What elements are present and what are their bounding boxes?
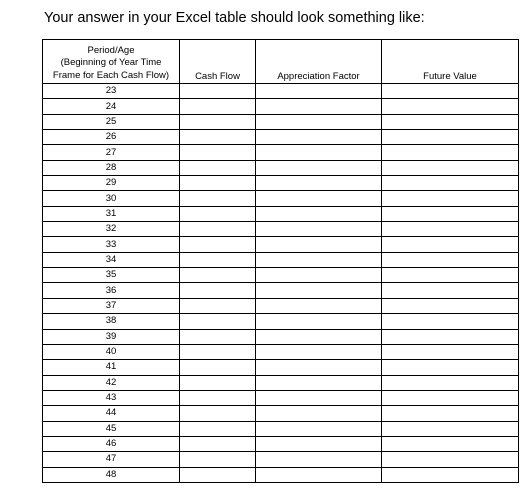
cell-cash-flow[interactable]: [180, 390, 256, 405]
cell-cash-flow[interactable]: [180, 114, 256, 129]
cell-appreciation-factor[interactable]: [256, 421, 382, 436]
header-period-line1: Period/Age: [87, 44, 135, 56]
cell-cash-flow[interactable]: [180, 360, 256, 375]
header-period-line2: (Beginning of Year Time: [60, 57, 162, 68]
cell-appreciation-factor[interactable]: [256, 114, 382, 129]
cell-future-value[interactable]: [382, 375, 519, 390]
header-appreciation-factor: Appreciation Factor: [256, 40, 382, 84]
cell-appreciation-factor[interactable]: [256, 84, 382, 99]
cell-period-age[interactable]: 26: [43, 130, 180, 145]
cell-appreciation-factor[interactable]: [256, 99, 382, 114]
cell-period-age[interactable]: 33: [43, 237, 180, 252]
cell-future-value[interactable]: [382, 344, 519, 359]
cell-appreciation-factor[interactable]: [256, 344, 382, 359]
cell-cash-flow[interactable]: [180, 298, 256, 313]
table-row: [43, 436, 519, 451]
cell-future-value[interactable]: [382, 84, 519, 99]
cell-appreciation-factor[interactable]: [256, 283, 382, 298]
cell-cash-flow[interactable]: [180, 344, 256, 359]
cell-future-value[interactable]: [382, 436, 519, 451]
excel-table: [42, 39, 519, 483]
cell-period-age[interactable]: 41: [43, 360, 180, 375]
header-cash-flow: Cash Flow: [180, 40, 256, 84]
cell-appreciation-factor[interactable]: [256, 191, 382, 206]
table-row: [43, 452, 519, 467]
cell-future-value[interactable]: [382, 130, 519, 145]
cell-period-age[interactable]: 38: [43, 314, 180, 329]
cell-appreciation-factor[interactable]: [256, 467, 382, 482]
table-row: [43, 268, 519, 283]
cell-cash-flow[interactable]: [180, 145, 256, 160]
cell-cash-flow[interactable]: [180, 314, 256, 329]
cell-appreciation-factor[interactable]: [256, 452, 382, 467]
table-row: [43, 130, 519, 145]
table-row: [43, 467, 519, 482]
cell-cash-flow[interactable]: [180, 406, 256, 421]
cell-period-age[interactable]: 24: [43, 99, 180, 114]
table-row: [43, 283, 519, 298]
table-row: [43, 406, 519, 421]
cell-appreciation-factor[interactable]: [256, 268, 382, 283]
cell-cash-flow[interactable]: [180, 452, 256, 467]
cell-appreciation-factor[interactable]: [256, 176, 382, 191]
cell-period-age[interactable]: 29: [43, 176, 180, 191]
cell-period-age[interactable]: 45: [43, 421, 180, 436]
cell-future-value[interactable]: [382, 360, 519, 375]
cell-future-value[interactable]: [382, 145, 519, 160]
table-row: [43, 206, 519, 221]
cell-period-age[interactable]: 43: [43, 390, 180, 405]
cell-cash-flow[interactable]: [180, 130, 256, 145]
cell-period-age[interactable]: 48: [43, 467, 180, 482]
cell-appreciation-factor[interactable]: [256, 130, 382, 145]
table-row: [43, 252, 519, 267]
table-row: [43, 176, 519, 191]
cell-future-value[interactable]: [382, 252, 519, 267]
cell-period-age[interactable]: 34: [43, 252, 180, 267]
cell-cash-flow[interactable]: [180, 206, 256, 221]
cell-cash-flow[interactable]: [180, 467, 256, 482]
cell-future-value[interactable]: [382, 329, 519, 344]
table-row: [43, 237, 519, 252]
cell-period-age[interactable]: 40: [43, 344, 180, 359]
cell-period-age[interactable]: 30: [43, 191, 180, 206]
cell-cash-flow[interactable]: [180, 176, 256, 191]
cell-period-age[interactable]: 25: [43, 114, 180, 129]
cell-period-age[interactable]: 37: [43, 298, 180, 313]
cell-appreciation-factor[interactable]: [256, 314, 382, 329]
table-row: [43, 314, 519, 329]
cell-cash-flow[interactable]: [180, 436, 256, 451]
header-period-line3: Frame for Each Cash Flow): [52, 69, 170, 81]
cell-future-value[interactable]: [382, 176, 519, 191]
cell-appreciation-factor[interactable]: [256, 390, 382, 405]
cell-cash-flow[interactable]: [180, 222, 256, 237]
cell-cash-flow[interactable]: [180, 160, 256, 175]
cell-appreciation-factor[interactable]: [256, 160, 382, 175]
cell-future-value[interactable]: [382, 222, 519, 237]
table-row: [43, 145, 519, 160]
table-row: [43, 191, 519, 206]
table-row: [43, 329, 519, 344]
cell-future-value[interactable]: [382, 191, 519, 206]
cell-cash-flow[interactable]: [180, 237, 256, 252]
instruction-heading: Your answer in your Excel table should look something like:: [44, 10, 425, 26]
cell-cash-flow[interactable]: [180, 268, 256, 283]
cell-appreciation-factor[interactable]: [256, 436, 382, 451]
cell-future-value[interactable]: [382, 467, 519, 482]
table-row: [43, 99, 519, 114]
cell-period-age[interactable]: 27: [43, 145, 180, 160]
cell-cash-flow[interactable]: [180, 329, 256, 344]
cell-period-age[interactable]: 28: [43, 160, 180, 175]
header-period-age: [43, 40, 180, 84]
cell-future-value[interactable]: [382, 237, 519, 252]
cell-future-value[interactable]: [382, 99, 519, 114]
cell-appreciation-factor[interactable]: [256, 406, 382, 421]
cell-future-value[interactable]: [382, 114, 519, 129]
cell-appreciation-factor[interactable]: [256, 329, 382, 344]
cell-cash-flow[interactable]: [180, 252, 256, 267]
table-row: [43, 84, 519, 99]
cell-cash-flow[interactable]: [180, 421, 256, 436]
cell-cash-flow[interactable]: [180, 99, 256, 114]
cell-future-value[interactable]: [382, 314, 519, 329]
cell-appreciation-factor[interactable]: [256, 222, 382, 237]
cell-appreciation-factor[interactable]: [256, 375, 382, 390]
cell-cash-flow[interactable]: [180, 191, 256, 206]
table-row: [43, 160, 519, 175]
cell-period-age[interactable]: 46: [43, 436, 180, 451]
cell-future-value[interactable]: [382, 283, 519, 298]
cell-period-age[interactable]: 47: [43, 452, 180, 467]
cell-future-value[interactable]: [382, 421, 519, 436]
table-row: [43, 375, 519, 390]
cell-cash-flow[interactable]: [180, 375, 256, 390]
cell-cash-flow[interactable]: [180, 84, 256, 99]
table-row: [43, 114, 519, 129]
cell-future-value[interactable]: [382, 160, 519, 175]
cell-future-value[interactable]: [382, 298, 519, 313]
cell-appreciation-factor[interactable]: [256, 237, 382, 252]
cell-period-age[interactable]: 32: [43, 222, 180, 237]
cell-appreciation-factor[interactable]: [256, 360, 382, 375]
cell-period-age[interactable]: 39: [43, 329, 180, 344]
cell-period-age[interactable]: 35: [43, 268, 180, 283]
cell-future-value[interactable]: [382, 268, 519, 283]
cell-period-age[interactable]: 42: [43, 375, 180, 390]
header-future-value: Future Value: [382, 40, 519, 84]
cell-appreciation-factor[interactable]: [256, 298, 382, 313]
header-row: [43, 40, 519, 84]
table-row: [43, 222, 519, 237]
cell-appreciation-factor[interactable]: [256, 252, 382, 267]
cell-future-value[interactable]: [382, 406, 519, 421]
cell-future-value[interactable]: [382, 390, 519, 405]
cell-future-value[interactable]: [382, 206, 519, 221]
table-row: [43, 344, 519, 359]
table-row: [43, 390, 519, 405]
cell-period-age[interactable]: 36: [43, 283, 180, 298]
cell-appreciation-factor[interactable]: [256, 206, 382, 221]
table-row: [43, 360, 519, 375]
cell-period-age[interactable]: 31: [43, 206, 180, 221]
table-row: [43, 421, 519, 436]
cell-period-age[interactable]: 44: [43, 406, 180, 421]
cell-cash-flow[interactable]: [180, 283, 256, 298]
cell-appreciation-factor[interactable]: [256, 145, 382, 160]
cell-future-value[interactable]: [382, 452, 519, 467]
cell-period-age[interactable]: 23: [43, 84, 180, 99]
table-row: [43, 298, 519, 313]
